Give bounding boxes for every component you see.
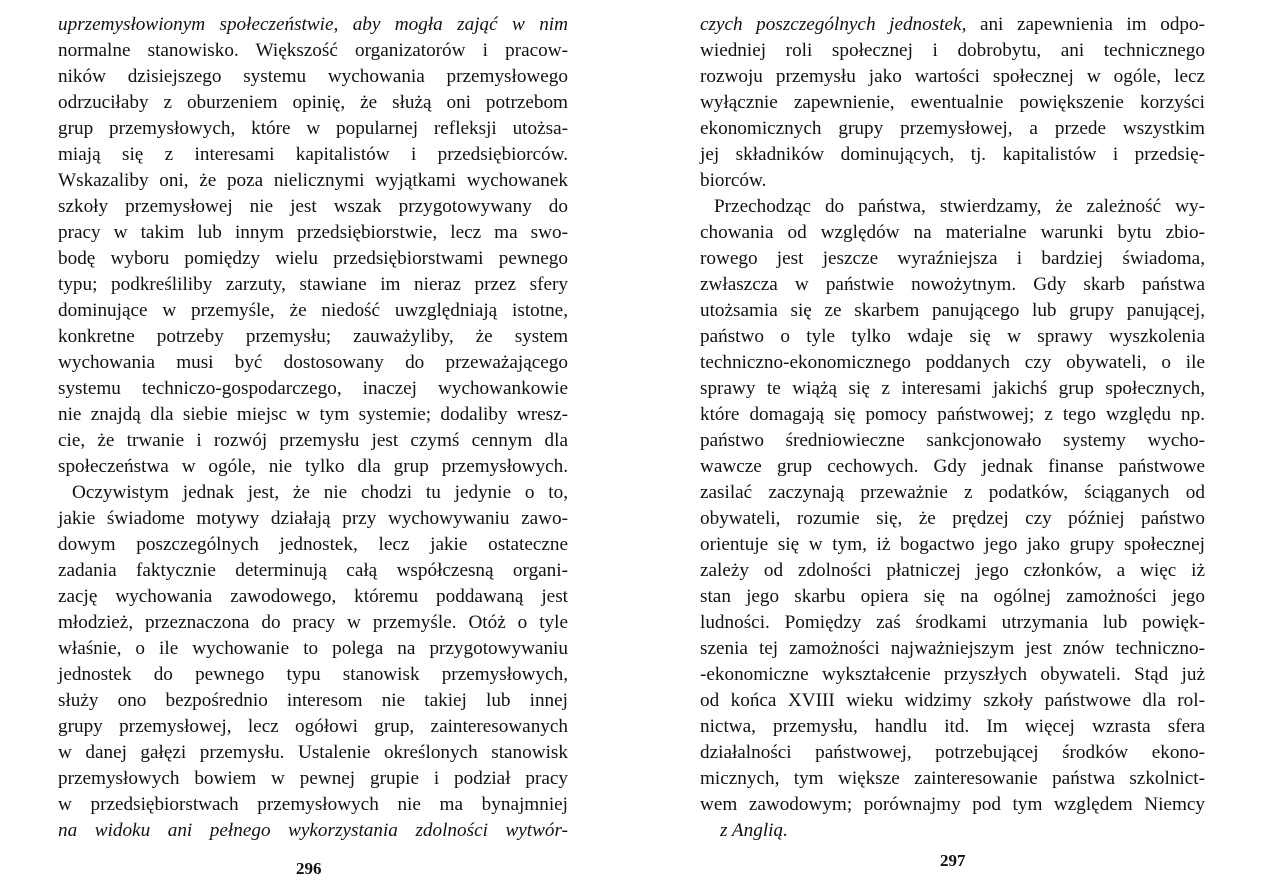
text-line: dowym poszczególnych jednostek, lecz jakie ostateczne — [58, 534, 568, 555]
text-line: normalne stanowisko. Większość organizatorów i pracow- — [58, 40, 568, 61]
text-line: rowego jest jeszcze wyraźniejsza i bardziej świadoma, — [700, 248, 1205, 269]
text-line: właśnie, o ile wychowanie to polega na przygotowywaniu — [58, 638, 568, 659]
text-line: młodzież, przeznaczona do pracy w przemyśle. Otóż o tyle — [58, 612, 568, 633]
page-number: 297 — [940, 851, 966, 870]
text-line: cie, że trwanie i rozwój przemysłu jest czymś cennym dla — [58, 430, 568, 451]
text-line: na widoku ani pełnego wykorzystania zdolności wytwór- — [58, 820, 568, 841]
italic-phrase: czych poszczególnych jednostek, — [700, 14, 967, 35]
text-line: nie znajdą dla siebie miejsc w tym systemie; dodaliby wresz- — [58, 404, 568, 425]
text-line: szenia tej zamożności najważniejszym jest znów techniczno- — [700, 638, 1205, 659]
text-line: jej składników dominujących, tj. kapitalistów i przedsię- — [700, 144, 1205, 165]
text-line: szkoły przemysłowej nie jest wszak przygotowywany do — [58, 196, 568, 217]
text-line: micznych, tym większe zainteresowanie państwa szkolnict- — [700, 768, 1205, 789]
text-line: wiedniej roli społecznej i dobrobytu, ani technicznego — [700, 40, 1205, 61]
text-line: wyłącznie zapewnienie, ewentualnie powiększenie korzyści — [700, 92, 1205, 113]
text-line: zależy od zdolności płatniczej jego członków, a więc iż — [700, 560, 1205, 581]
text-line: w danej gałęzi przemysłu. Ustalenie określonych stanowisk — [58, 742, 568, 763]
page-number: 296 — [296, 859, 322, 878]
text-line: utożsamia się ze skarbem panującego lub grupy panującej, — [700, 300, 1205, 321]
text-line: jakie świadome motywy działają przy wychowywaniu zawo- — [58, 508, 568, 529]
text-line: -ekonomiczne wykształcenie przyszłych obywateli. Stąd już — [700, 664, 1205, 685]
text-line: systemu techniczo-gospodarczego, inaczej wychowankowie — [58, 378, 568, 399]
text-line: od końca XVIII wieku widzimy szkoły państwowe dla rol- — [700, 690, 1205, 711]
text-line: Przechodząc do państwa, stwierdzamy, że zależność wy- — [714, 196, 1205, 217]
text-line: zadania faktycznie determinują całą współczesną organi- — [58, 560, 568, 581]
text-line: pracy w takim lub innym przedsiębiorstwie, lecz ma swo- — [58, 222, 568, 243]
text-line: zację wychowania zawodowego, któremu poddawaną jest — [58, 586, 568, 607]
text-line: zwłaszcza w państwie nowożytnym. Gdy skarb państwa — [700, 274, 1205, 295]
text-line: które domagają się pomocy państwowej; z tego względu np. — [700, 404, 1205, 425]
text-line: sprawy te wiążą się z interesami jakichś grup społecznych, — [700, 378, 1205, 399]
text-line — [700, 12, 1205, 38]
text-line: ludności. Pomiędzy zaś środkami utrzymania lub powięk- — [700, 612, 1205, 633]
text-line: służy ono bezpośrednio interesom nie takiej lub innej — [58, 690, 568, 711]
text-line: przemysłowych bowiem w pewnej grupie i podział pracy — [58, 768, 568, 789]
text-line: typu; podkreśliliby zarzuty, stawiane im nieraz przez sfery — [58, 274, 568, 295]
text-line: nictwa, przemysłu, handlu itd. Im więcej wzrasta sfera — [700, 716, 1205, 737]
text-line: działalności państwowej, potrzebującej środków ekono- — [700, 742, 1205, 763]
text-line: miają się z interesami kapitalistów i przedsiębiorców. — [58, 144, 568, 165]
text-line: wychowania musi być dostosowany do przeważającego — [58, 352, 568, 373]
text-line: uprzemysłowionym społeczeństwie, aby mogła zająć w nim — [58, 14, 568, 35]
text-line: zasilać zaczynają przeważnie z podatków, ściąganych od — [700, 482, 1205, 503]
text-line: wawcze grup cechowych. Gdy jednak finanse państwowe — [700, 456, 1205, 477]
text-line: państwo średniowieczne sankcjonowało systemy wycho- — [700, 430, 1205, 451]
text-line: konkretne potrzeby przemysłu; zauważyliby, że system — [58, 326, 568, 347]
text-line: biorców. — [700, 170, 767, 191]
text-line: Oczywistym jednak jest, że nie chodzi tu jedynie o to, — [72, 482, 568, 503]
text-line: bodę wyboru pomiędzy wielu przedsiębiorstwami pewnego — [58, 248, 568, 269]
text-line: grupy przemysłowej, lecz ogółowi grup, zainteresowanych — [58, 716, 568, 737]
text-line: ników dzisiejszego systemu wychowania przemysłowego — [58, 66, 568, 87]
text-line: ekonomicznych grupy przemysłowej, a przede wszystkim — [700, 118, 1205, 139]
text-line: techniczno-ekonomicznego poddanych czy obywateli, o ile — [700, 352, 1205, 373]
text-line: Wskazaliby oni, że poza nielicznymi wyjątkami wychowanek — [58, 170, 568, 191]
text-line: dominujące w przemyśle, że niedość uwzględniają istotne, — [58, 300, 568, 321]
text-line: orientuje się w tym, iż bogactwo jego jako grupy społecznej — [700, 534, 1205, 555]
text-line-tail: ani zapewnienia im odpo- — [966, 14, 1205, 35]
text-line: stan jego skarbu opiera się na ogólnej zamożności jego — [700, 586, 1205, 607]
text-line: wem zawodowym; porównajmy pod tym względem Niemcy — [700, 794, 1205, 815]
text-line: społeczeństwa w ogóle, nie tylko dla grup przemysłowych. — [58, 456, 568, 477]
left-page — [58, 0, 568, 893]
text-line: jednostek do pewnego typu stanowisk przemysłowych, — [58, 664, 568, 685]
right-page — [700, 0, 1205, 893]
text-line: grup przemysłowych, które w popularnej refleksji utożsa- — [58, 118, 568, 139]
text-line: odrzuciłaby z oburzeniem opinię, że służą oni potrzebom — [58, 92, 568, 113]
text-line: chowania od względów na materialne warunki bytu zbio- — [700, 222, 1205, 243]
text-line: w przedsiębiorstwach przemysłowych nie ma bynajmniej — [58, 794, 568, 815]
text-line: z Anglią. — [720, 820, 788, 841]
text-line: obywateli, rozumie się, że prędzej czy później państwo — [700, 508, 1205, 529]
text-line: państwo o tyle tylko wdaje się w sprawy wyszkolenia — [700, 326, 1205, 347]
text-line: rozwoju przemysłu jako wartości społecznej w ogóle, lecz — [700, 66, 1205, 87]
